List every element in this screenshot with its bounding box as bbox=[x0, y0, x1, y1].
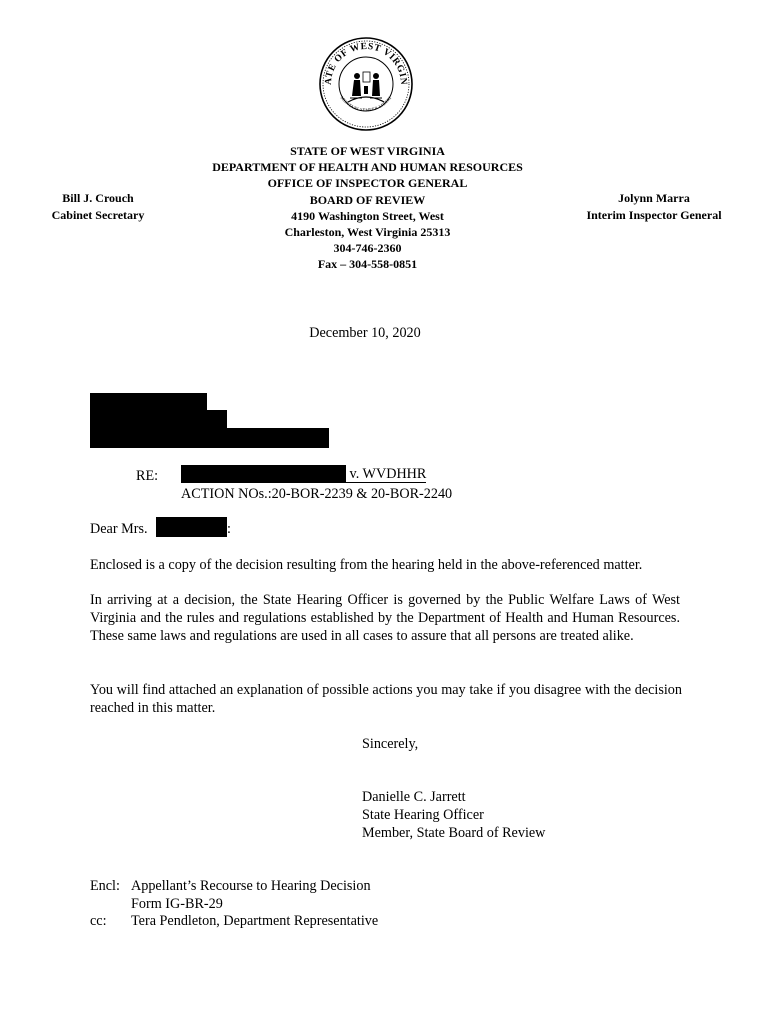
letter-date: December 10, 2020 bbox=[309, 325, 421, 341]
redacted-recipient-name bbox=[156, 517, 227, 537]
letterhead-phone: 304-746-2360 bbox=[333, 241, 402, 256]
cabinet-secretary-name: Bill J. Crouch bbox=[62, 191, 134, 205]
letterhead-street: 4190 Washington Street, West bbox=[291, 208, 444, 223]
redacted-address-line-3 bbox=[90, 428, 329, 448]
redacted-address-line-1 bbox=[90, 393, 207, 411]
letterhead-city: Charleston, West Virginia 25313 bbox=[284, 225, 451, 240]
paragraph-recourse: You will find attached an explanation of possible actions you may take if you disagree with the decision reached in this matter. bbox=[90, 682, 682, 716]
state-seal bbox=[318, 36, 414, 132]
enclosure-item: Form IG-BR-29 bbox=[131, 896, 223, 912]
cc-label: cc: bbox=[90, 913, 107, 929]
salutation bbox=[90, 520, 290, 540]
redacted-appellant-name bbox=[181, 465, 346, 483]
svg-text:MONTANI SEMPER LIBERI bbox=[340, 95, 393, 112]
seal-motto: MONTANI SEMPER LIBERI bbox=[339, 95, 393, 113]
letterhead-state: STATE OF WEST VIRGINIA bbox=[290, 144, 445, 158]
letterhead-right bbox=[576, 190, 732, 223]
enclosure-item: Appellant’s Recourse to Hearing Decision bbox=[131, 878, 371, 894]
letterhead-fax: Fax – 304-558-0851 bbox=[317, 257, 418, 272]
inspector-general-name: Jolynn Marra bbox=[618, 191, 690, 205]
state-seal-icon bbox=[318, 36, 414, 132]
paragraph-enclosure: Enclosed is a copy of the decision resulting from the hearing held in the above-referenced matter. bbox=[90, 557, 643, 573]
seal-ring-text: ATE OF WEST VIRGIN bbox=[323, 41, 409, 86]
salutation-suffix: : bbox=[227, 521, 231, 537]
letterhead-office: OFFICE OF INSPECTOR GENERAL bbox=[267, 176, 468, 191]
cc-item: Tera Pendleton, Department Representative bbox=[131, 913, 379, 929]
letterhead-department: DEPARTMENT OF HEALTH AND HUMAN RESOURCES bbox=[212, 160, 523, 175]
letterhead-left bbox=[36, 190, 160, 223]
action-numbers: ACTION NOs.:20-BOR-2239 & 20-BOR-2240 bbox=[181, 486, 453, 502]
case-caption: v. WVDHHR bbox=[346, 466, 427, 482]
re-case-line bbox=[181, 465, 441, 485]
letterhead-board: BOARD OF REVIEW bbox=[309, 192, 426, 207]
salutation-prefix: Dear Mrs. bbox=[90, 521, 148, 537]
redacted-address-line-2 bbox=[90, 410, 227, 428]
signature-block bbox=[362, 788, 622, 842]
signer-name: Danielle C. Jarrett bbox=[362, 789, 466, 805]
signer-title: State Hearing Officer bbox=[362, 807, 484, 823]
re-label: RE: bbox=[136, 468, 159, 484]
paragraph-governing-law: In arriving at a decision, the State Hearing Officer is governed by the Public Welfare Laws of West Virginia and the rules and regulations established by the Department of Health and Human Resources. These same laws and regulations are used in all cases to assure that all persons are treated alike. bbox=[90, 592, 680, 644]
letterhead bbox=[180, 143, 555, 273]
signer-organization: Member, State Board of Review bbox=[362, 825, 546, 841]
cabinet-secretary-title: Cabinet Secretary bbox=[51, 207, 145, 222]
closing: Sincerely, bbox=[362, 736, 419, 752]
inspector-general-title: Interim Inspector General bbox=[586, 207, 722, 222]
enclosures-label: Encl: bbox=[90, 878, 120, 894]
